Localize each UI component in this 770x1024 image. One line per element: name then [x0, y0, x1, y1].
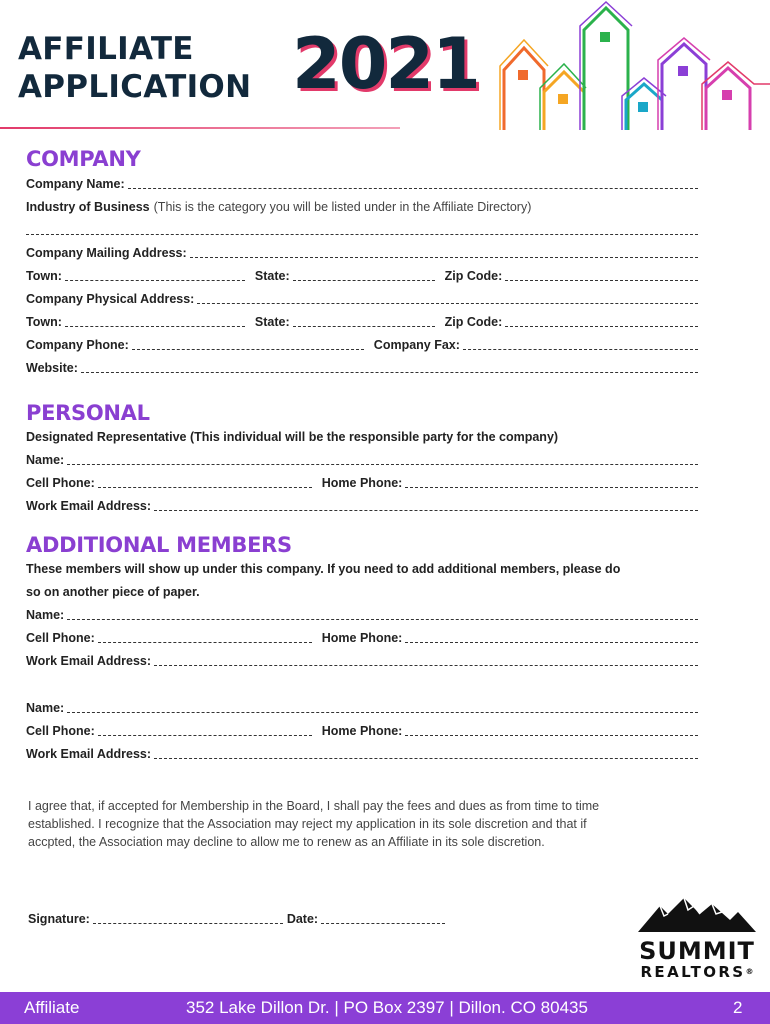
cell-phone-field[interactable] — [98, 486, 312, 488]
home-phone-label: Home Phone: — [321, 631, 403, 645]
header-divider — [0, 127, 400, 129]
industry-field[interactable] — [26, 233, 698, 235]
logo-wordmark-realtors — [636, 963, 758, 981]
company-phone-label: Company Phone: — [26, 338, 129, 352]
member-1-name-row — [26, 601, 698, 623]
houses-illustration-icon — [478, 0, 770, 132]
agreement-line-3: accpted, the Association may decline to allow me to renew as an Affiliate in its sole discretion. — [28, 835, 545, 849]
mailing-address-label: Company Mailing Address: — [26, 246, 187, 260]
town-label: Town: — [26, 269, 62, 283]
footer-bar — [0, 992, 770, 1024]
home-phone-label: Home Phone: — [321, 724, 403, 738]
physical-address-row — [26, 285, 698, 307]
mailing-town-row — [26, 262, 698, 284]
zip-field[interactable] — [505, 279, 698, 281]
member-2-phone-row — [26, 717, 698, 739]
member-2-email-row — [26, 740, 698, 762]
member-1-home-phone-field[interactable] — [405, 641, 698, 643]
website-row — [26, 354, 698, 376]
state-label: State: — [254, 315, 290, 329]
mailing-address-field[interactable] — [190, 256, 698, 258]
company-phone-field[interactable] — [132, 348, 364, 350]
footer-label: Affiliate — [24, 998, 80, 1017]
company-name-label: Company Name: — [26, 177, 125, 191]
town-label: Town: — [26, 315, 62, 329]
town-field[interactable] — [65, 279, 245, 281]
state-field[interactable] — [293, 325, 435, 327]
cell-phone-label: Cell Phone: — [26, 724, 95, 738]
signature-field[interactable] — [93, 922, 283, 924]
section-heading-additional-members: ADDITIONAL MEMBERS — [26, 533, 292, 557]
industry-field-row — [26, 216, 698, 238]
signature-label: Signature: — [28, 912, 90, 926]
state-field[interactable] — [293, 279, 435, 281]
member-1-phone-row — [26, 624, 698, 646]
member-2-name-field[interactable] — [67, 711, 698, 713]
industry-label: Industry of Business — [26, 200, 150, 214]
work-email-label: Work Email Address: — [26, 499, 152, 513]
personal-email-row — [26, 492, 698, 514]
section-heading-company: COMPANY — [26, 147, 141, 171]
company-fax-field[interactable] — [463, 348, 698, 350]
agreement-line-2: established. I recognize that the Association may reject my application in its sole discretion and that if — [28, 817, 587, 831]
member-2-work-email-field[interactable] — [154, 757, 698, 759]
date-field[interactable] — [321, 922, 445, 924]
page-title — [18, 30, 251, 106]
members-note-line-2: so on another piece of paper. — [26, 585, 200, 599]
representative-note: Designated Representative (This individual will be the responsible party for the company) — [26, 430, 559, 444]
year-heading: 2021 — [292, 23, 479, 105]
section-heading-personal: PERSONAL — [26, 401, 150, 425]
company-name-field[interactable] — [128, 187, 698, 189]
zip-label: Zip Code: — [444, 269, 503, 283]
industry-note: (This is the category you will be listed under in the Affiliate Directory) — [153, 200, 532, 214]
state-label: State: — [254, 269, 290, 283]
member-1-cell-phone-field[interactable] — [98, 641, 312, 643]
physical-address-label: Company Physical Address: — [26, 292, 195, 306]
mountain-icon — [638, 896, 756, 934]
member-2-cell-phone-field[interactable] — [98, 734, 312, 736]
logo-wordmark-summit: SUMMIT — [639, 937, 755, 965]
company-phone-row — [26, 331, 698, 353]
zip-label: Zip Code: — [444, 315, 503, 329]
work-email-label: Work Email Address: — [26, 747, 152, 761]
title-line-1: AFFILIATE — [18, 31, 194, 67]
name-label: Name: — [26, 608, 65, 622]
signature-row — [28, 905, 468, 927]
industry-row — [26, 193, 698, 215]
mailing-address-row — [26, 239, 698, 261]
agreement-line-1: I agree that, if accepted for Membership in the Board, I shall pay the fees and dues as from time to time — [28, 799, 600, 813]
physical-address-field[interactable] — [197, 302, 698, 304]
page-number: 2 — [733, 998, 743, 1017]
member-2-name-row — [26, 694, 698, 716]
name-label: Name: — [26, 701, 65, 715]
member-1-name-field[interactable] — [67, 618, 698, 620]
physical-town-row — [26, 308, 698, 330]
company-name-row — [26, 170, 698, 192]
zip-field[interactable] — [505, 325, 698, 327]
logo-realtors-text: REALTORS — [640, 963, 746, 981]
agreement-text — [28, 797, 708, 851]
name-label: Name: — [26, 453, 65, 467]
members-note-line-1: These members will show up under this company. If you need to add additional members, please do — [26, 562, 621, 576]
footer-address: 352 Lake Dillon Dr. | PO Box 2397 | Dillon. CO 80435 — [186, 998, 588, 1017]
registered-mark: ® — [745, 967, 754, 976]
name-field[interactable] — [67, 463, 698, 465]
cell-phone-label: Cell Phone: — [26, 476, 95, 490]
title-line-2: APPLICATION — [18, 69, 252, 105]
members-note-row-1 — [26, 555, 698, 577]
personal-phone-row — [26, 469, 698, 491]
home-phone-field[interactable] — [405, 486, 698, 488]
website-field[interactable] — [81, 371, 698, 373]
member-1-email-row — [26, 647, 698, 669]
work-email-field[interactable] — [154, 509, 698, 511]
work-email-label: Work Email Address: — [26, 654, 152, 668]
representative-note-row — [26, 423, 698, 445]
members-note-row-2 — [26, 578, 698, 600]
company-fax-label: Company Fax: — [373, 338, 460, 352]
cell-phone-label: Cell Phone: — [26, 631, 95, 645]
date-label: Date: — [286, 912, 319, 926]
home-phone-label: Home Phone: — [321, 476, 403, 490]
personal-name-row — [26, 446, 698, 468]
town-field[interactable] — [65, 325, 245, 327]
member-2-home-phone-field[interactable] — [405, 734, 698, 736]
member-1-work-email-field[interactable] — [154, 664, 698, 666]
website-label: Website: — [26, 361, 78, 375]
